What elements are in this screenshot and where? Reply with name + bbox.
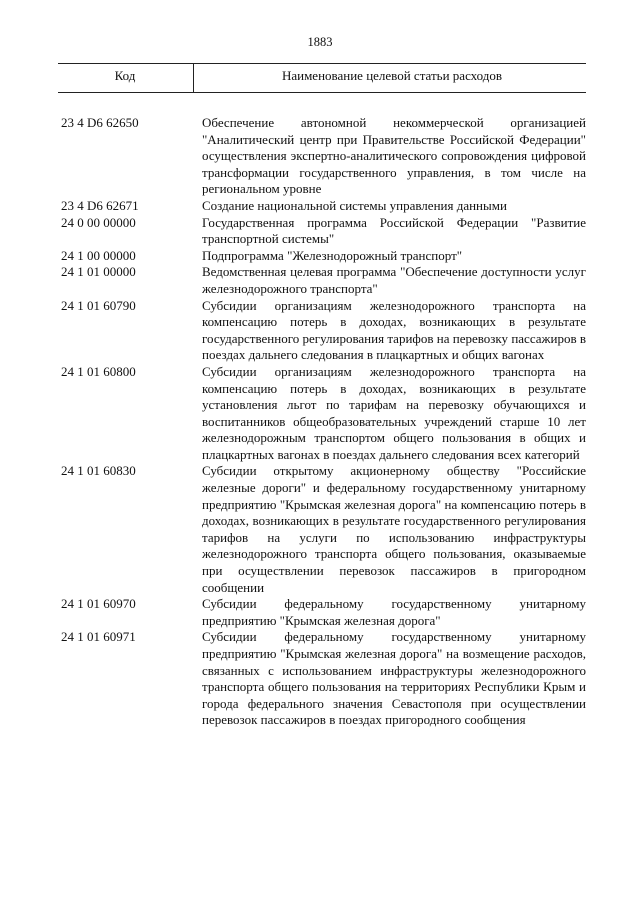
row-code: 24 1 00 00000 xyxy=(61,247,136,263)
row-name: Ведомственная целевая программа "Обеспечение доступности услуг железнодорожного транспорта" xyxy=(202,264,586,296)
table-row xyxy=(58,115,586,198)
header-divider xyxy=(193,64,194,92)
header-code: Код xyxy=(114,68,136,83)
table-row xyxy=(58,248,586,265)
row-code: 23 4 D6 62650 xyxy=(61,115,139,130)
row-code: 24 1 01 60830 xyxy=(61,463,136,479)
table-row xyxy=(58,463,586,596)
row-name: Подпрограмма "Железнодорожный транспорт" xyxy=(202,247,463,263)
row-name: Обеспечение автономной некоммерческой организацией "Аналитический центр при Правительстве Российской Федерации" осуществления экспертно-аналитического сопровождения цифровой трансформации государственного управления, в том числе на региональном уровне xyxy=(202,115,586,197)
row-code: 23 4 D6 62671 xyxy=(61,197,139,213)
row-code: 24 1 01 60800 xyxy=(61,363,136,379)
table-header xyxy=(58,63,586,93)
table-row xyxy=(58,264,586,297)
table-row xyxy=(58,198,586,215)
table-row xyxy=(58,629,586,729)
row-name: Создание национальной системы управления данными xyxy=(202,197,507,213)
table-row xyxy=(58,364,586,464)
table-row xyxy=(58,596,586,629)
page-number: 1883 xyxy=(307,35,333,49)
row-name: Субсидии федеральному государственному унитарному предприятию "Крымская железная дорога" xyxy=(202,596,586,628)
row-code: 24 0 00 00000 xyxy=(61,214,136,230)
row-name: Субсидии федеральному государственному унитарному предприятию "Крымская железная дорога" на возмещение расходов, связанных с использованием инфраструктуры железнодорожного транспорта общего пользования на территориях Республики Крым и города федерального значения Севастополя при осуществлении перевозок пассажиров в поездах пригородного сообщения xyxy=(202,629,586,728)
row-name: Субсидии организациям железнодорожного транспорта на компенсацию потерь в доходах, возникающих в результате установления льгот по тарифам на перевозку обучающихся и воспитанников общеобразовательных учреждений старше 10 лет железнодорожным транспортом общего пользования в общих и плацкартных вагонах в поездах дальнего следования всех категорий xyxy=(202,363,586,462)
table-row xyxy=(58,298,586,364)
table-row xyxy=(58,215,586,248)
table-body xyxy=(58,115,586,729)
header-name: Наименование целевой статьи расходов xyxy=(281,68,503,83)
row-code: 24 1 01 60970 xyxy=(61,596,136,612)
row-code: 24 1 01 60790 xyxy=(61,297,136,313)
row-code: 24 1 01 00000 xyxy=(61,264,136,280)
row-name: Субсидии открытому акционерному обществу "Российские железные дороги" и федеральному государственному унитарному предприятию "Крымская железная дорога" на компенсацию потерь в доходах, возникающих в результате государственного регулирования тарифов на услуги по использованию инфраструктуры железнодорожного транспорта общего пользования, оказываемые при осуществлении перевозок пассажиров в пригородном сообщении xyxy=(202,463,586,595)
row-name: Государственная программа Российской Федерации "Развитие транспортной системы" xyxy=(202,214,586,247)
row-code: 24 1 01 60971 xyxy=(61,629,136,645)
row-name: Субсидии организациям железнодорожного транспорта на компенсацию потерь в доходах, возникающих в результате государственного регулирования тарифов на перевозку пассажиров в поездах дальнего следования в плацкартных и общих вагонах xyxy=(202,297,586,363)
